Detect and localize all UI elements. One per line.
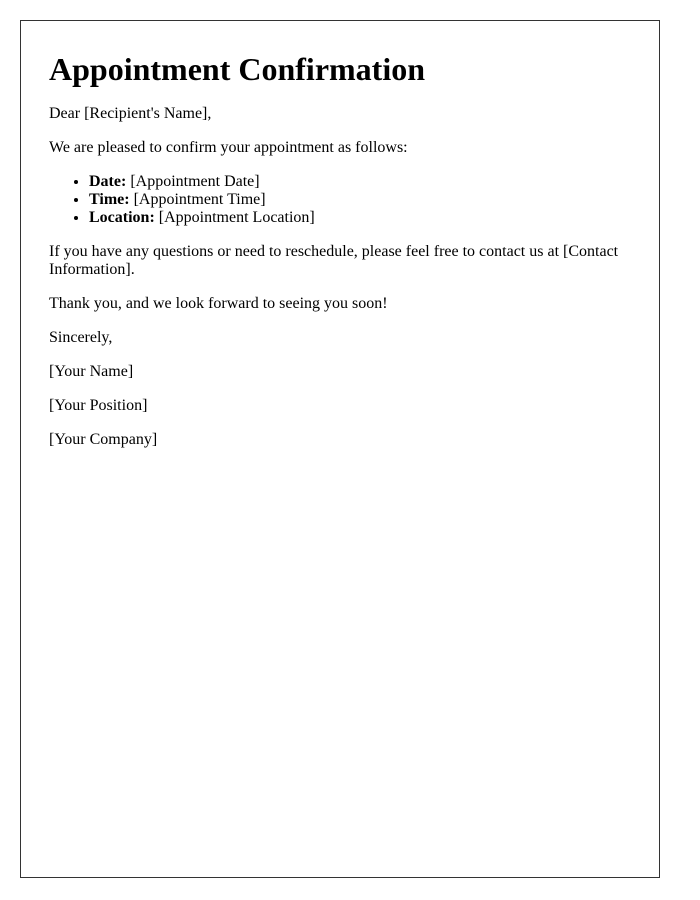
detail-item-date: [89, 173, 631, 191]
detail-item-location: [89, 209, 631, 227]
letter-title: Appointment Confirmation: [49, 51, 426, 87]
detail-label: Time:: [89, 191, 130, 208]
contact-paragraph: If you have any questions or need to reschedule, please feel free to contact us at [Contact Information].: [49, 243, 619, 278]
sender-position: [Your Position]: [49, 397, 148, 414]
sender-company: [Your Company]: [49, 431, 158, 448]
appointment-details-list: [49, 173, 631, 227]
salutation: Dear [Recipient's Name],: [49, 105, 212, 122]
closing: Sincerely,: [49, 329, 113, 346]
thanks-paragraph: Thank you, and we look forward to seeing you soon!: [49, 295, 388, 312]
detail-label: Location:: [89, 209, 155, 226]
detail-value: [Appointment Date]: [130, 173, 260, 190]
detail-label: Date:: [89, 173, 127, 190]
sender-name: [Your Name]: [49, 363, 134, 380]
detail-value: [Appointment Time]: [133, 191, 266, 208]
detail-item-time: [89, 191, 631, 209]
letter-container: [20, 20, 660, 878]
intro-paragraph: We are pleased to confirm your appointment as follows:: [49, 139, 408, 156]
detail-value: [Appointment Location]: [158, 209, 315, 226]
